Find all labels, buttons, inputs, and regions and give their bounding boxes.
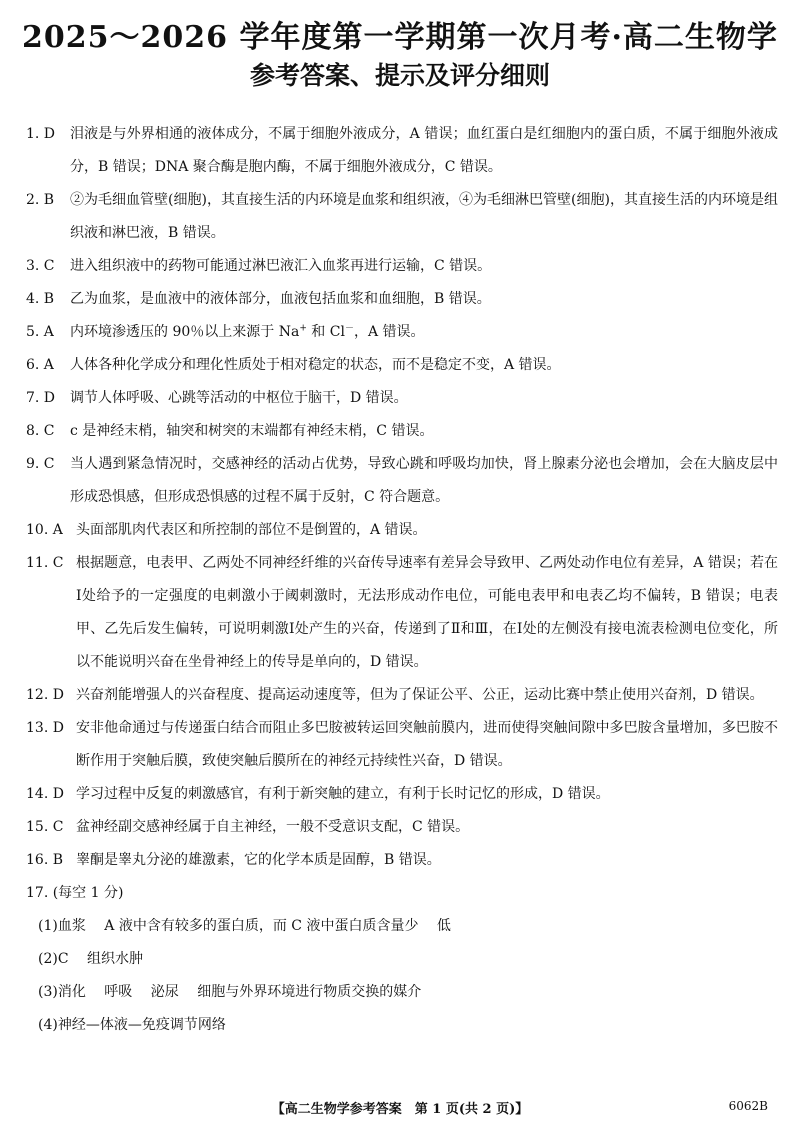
- answer-number: 10. A: [26, 522, 63, 538]
- answer-item-3: [26, 250, 778, 283]
- page-footer: 【高二生物学参考答案 第 1 页(共 2 页)】: [271, 1102, 529, 1117]
- answer-explanation: 进入组织液中的药物可能通过淋巴液汇入血浆再进行运输，C 错误。: [70, 258, 492, 274]
- answer-explanation: 泪液是与外界相通的液体成分，不属于细胞外液成分，A 错误；血红蛋白是红细胞内的蛋白质，不属于细胞外液成分，B 错误；DNA 聚合酶是胞内酶，不属于细胞外液成分，C 错误。: [70, 126, 778, 175]
- answer-number: 16. B: [26, 852, 64, 868]
- answer-number: 12. D: [26, 687, 64, 703]
- answer-blank: 呼吸: [104, 984, 133, 1000]
- answer-explanation: [70, 316, 778, 349]
- answer-explanation: 调节人体呼吸、心跳等活动的中枢位于脑干，D 错误。: [70, 390, 408, 406]
- answer-blank: (2)C: [38, 951, 69, 967]
- question-17-part-1: [26, 910, 778, 943]
- answer-item-13: [26, 712, 778, 778]
- page-title: 2025～2026 学年度第一学期第一次月考·高二生物学: [22, 20, 778, 55]
- answer-item-15: [26, 811, 778, 844]
- answer-explanation: 安非他命通过与传递蛋白结合而阻止多巴胺被转运回突触前膜内，进而使得突触间隙中多巴胺含量增加，多巴胺不断作用于突触后膜，致使突触后膜所在的神经元持续性兴奋，D 错误。: [76, 720, 778, 769]
- page-subtitle: 参考答案、提示及评分细则: [249, 61, 550, 90]
- answer-explanation: c 是神经末梢，轴突和树突的末端都有神经末梢，C 错误。: [70, 423, 434, 439]
- answer-item-9: [26, 448, 778, 514]
- answer-number: 15. C: [26, 819, 64, 835]
- explanation-part: 和 Cl: [306, 324, 345, 340]
- answer-blank: (3)消化: [38, 984, 86, 1000]
- question-17-part-4: [26, 1009, 778, 1042]
- answer-blank: 细胞与外界环境进行物质交换的媒介: [197, 984, 422, 1000]
- answer-item-11: [26, 547, 778, 679]
- answer-item-14: [26, 778, 778, 811]
- answer-blank: (4)神经—体液—免疫调节网络: [38, 1017, 226, 1033]
- answer-explanation: 当人遇到紧急情况时，交感神经的活动占优势，导致心跳和呼吸均加快，肾上腺素分泌也会增加，会在大脑皮层中形成恐惧感，但形成恐惧感的过程不属于反射，C 符合题意。: [70, 456, 778, 505]
- answer-blank: 组织水肿: [87, 951, 143, 967]
- answer-explanation: 兴奋剂能增强人的兴奋程度、提高运动速度等，但为了保证公平、公正，运动比赛中禁止使用兴奋剂，D 错误。: [76, 687, 764, 703]
- document-code: 6062B: [728, 1099, 768, 1113]
- answer-number: 8. C: [26, 423, 55, 439]
- answer-explanation: 睾酮是睾丸分泌的雄激素，它的化学本质是固醇，B 错误。: [76, 852, 441, 868]
- answer-item-2: [26, 184, 778, 250]
- answer-explanation: 学习过程中反复的刺激感官，有利于新突触的建立，有利于长时记忆的形成，D 错误。: [76, 786, 610, 802]
- answer-explanation: 根据题意，电表甲、乙两处不同神经纤维的兴奋传导速率有差异会导致甲、乙两处动作电位有差异，A 错误；若在Ⅰ处给予的一定强度的电刺激小于阈刺激时，无法形成动作电位，可能电表甲和电表乙均不偏转，B 错误；电表甲、乙先后发生偏转，可说明刺激Ⅰ处产生的兴奋，传递到了Ⅱ和Ⅲ，在Ⅰ处的左侧没有接电流表检测电位变化，所以不能说明兴奋在坐骨神经上的传导是单向的，D 错误。: [76, 555, 778, 670]
- answer-number: 6. A: [26, 357, 54, 373]
- answer-number: 4. B: [26, 291, 55, 307]
- answer-number: 14. D: [26, 786, 64, 802]
- answer-explanation: ②为毛细血管壁(细胞)，其直接生活的内环境是血浆和组织液，④为毛细淋巴管壁(细胞)，其直接生活的内环境是组织液和淋巴液，B 错误。: [70, 192, 778, 241]
- answer-number: 5. A: [26, 324, 54, 340]
- answer-explanation: 乙为血浆，是血液中的液体部分，血液包括血浆和血细胞，B 错误。: [70, 291, 491, 307]
- answer-number: 13. D: [26, 720, 64, 736]
- answer-item-5: [26, 316, 778, 349]
- answer-item-6: [26, 349, 778, 382]
- explanation-part: ，A 错误。: [353, 324, 425, 340]
- answer-item-12: [26, 679, 778, 712]
- answer-explanation: 人体各种化学成分和理化性质处于相对稳定的状态，而不是稳定不变，A 错误。: [70, 357, 561, 373]
- superscript-minus: －: [344, 323, 354, 334]
- question-17-header: 17. (每空 1 分): [26, 885, 124, 901]
- answer-number: 3. C: [26, 258, 55, 274]
- answer-blank: (1)血浆: [38, 918, 86, 934]
- answer-explanation: 头面部肌肉代表区和所控制的部位不是倒置的，A 错误。: [76, 522, 427, 538]
- answer-number: 7. D: [26, 390, 56, 406]
- answer-explanation: 盆神经副交感神经属于自主神经，一般不受意识支配，C 错误。: [76, 819, 470, 835]
- superscript-plus: +: [299, 323, 307, 334]
- explanation-part: 内环境渗透压的 90％以上来源于 Na: [70, 324, 300, 340]
- question-17-part-2: [26, 943, 778, 976]
- answer-item-10: [26, 514, 778, 547]
- answer-number: 2. B: [26, 192, 55, 208]
- answer-list: [26, 118, 778, 1042]
- answer-number: 11. C: [26, 555, 64, 571]
- answer-blank: 泌尿: [150, 984, 179, 1000]
- answer-item-4: [26, 283, 778, 316]
- answer-item-1: [26, 118, 778, 184]
- answer-item-7: [26, 382, 778, 415]
- answer-blank: A 液中含有较多的蛋白质，而 C 液中蛋白质含量少: [104, 918, 419, 934]
- answer-item-8: [26, 415, 778, 448]
- answer-blank: 低: [436, 918, 451, 934]
- answer-number: 1. D: [26, 126, 56, 142]
- answer-item-16: [26, 844, 778, 877]
- question-17-part-3: [26, 976, 778, 1009]
- answer-number: 9. C: [26, 456, 55, 472]
